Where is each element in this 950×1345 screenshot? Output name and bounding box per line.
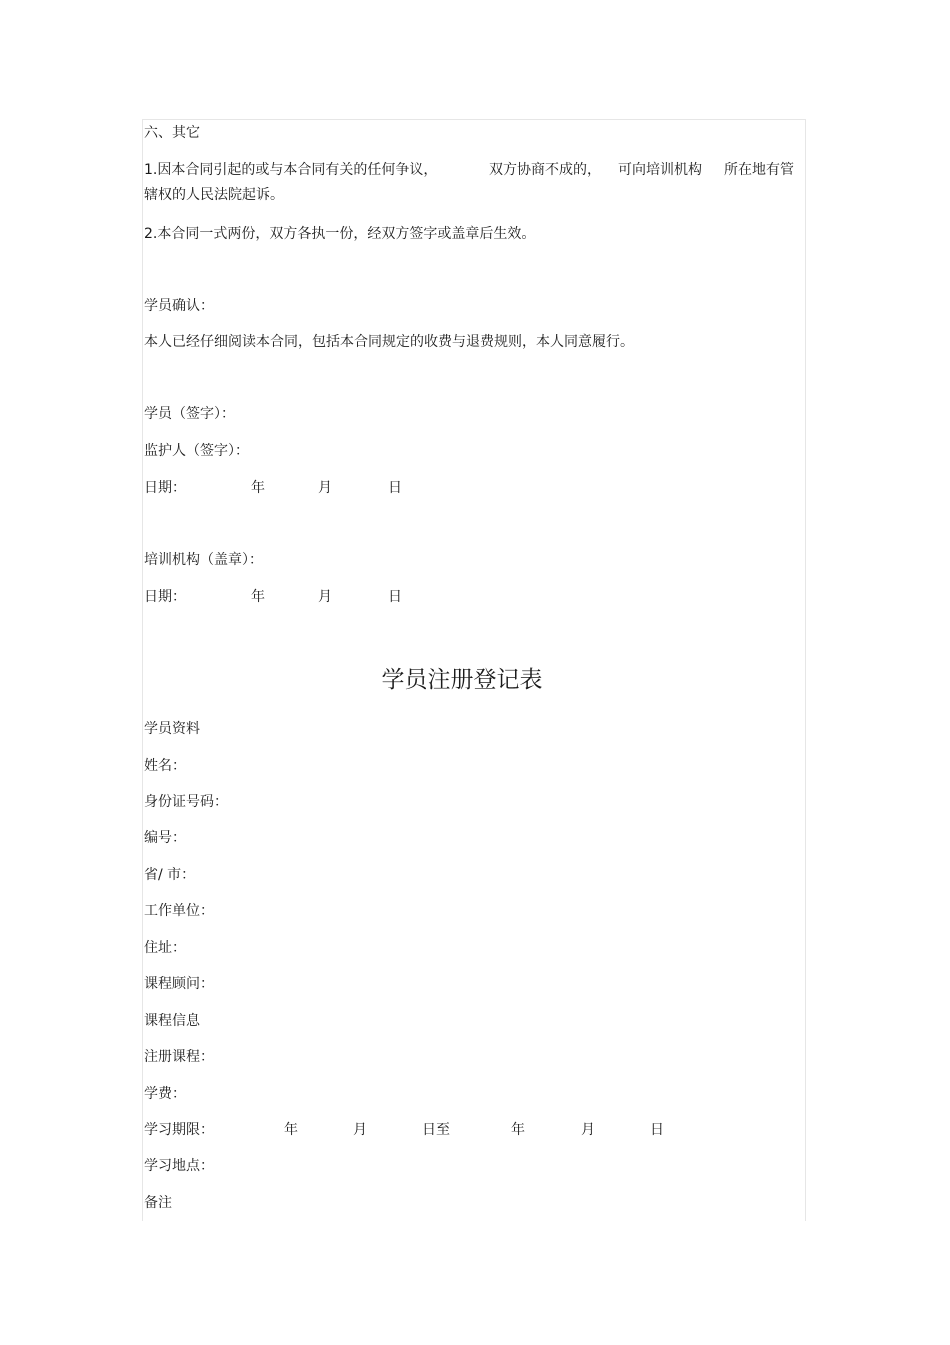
institution-seal-label: 培训机构（盖章）：	[144, 552, 263, 568]
clause1-line2: 辖权的人民法院起诉。	[144, 187, 284, 203]
study-period-day1-to: 日至	[422, 1122, 450, 1138]
address-field-label: 住址：	[144, 940, 186, 956]
id-number-field-label: 身份证号码：	[144, 794, 228, 810]
clause2: 2.本合同一式两份，双方各执一份，经双方签字或盖章后生效。	[144, 226, 536, 242]
student-confirm-text: 本人已经仔细阅读本合同，包括本合同规定的收费与退费规则，本人同意履行。	[144, 334, 634, 350]
date-label-2: 日期：	[144, 589, 186, 605]
course-advisor-field-label: 课程顾问：	[144, 976, 214, 992]
registration-title: 学员注册登记表	[381, 667, 543, 693]
clause1-part2: 双方协商不成的，	[489, 162, 601, 178]
date-month-2: 月	[318, 589, 332, 605]
registered-course-field-label: 注册课程：	[144, 1049, 214, 1065]
study-period-year2: 年	[511, 1122, 525, 1138]
study-period-day2: 日	[650, 1122, 664, 1138]
study-location-field-label: 学习地点：	[144, 1158, 214, 1174]
serial-number-field-label: 编号：	[144, 830, 186, 846]
study-period-label: 学习期限：	[144, 1122, 214, 1138]
student-sign-label: 学员（签字）：	[144, 406, 235, 422]
study-period-month2: 月	[581, 1122, 595, 1138]
province-city-field-label: 省/ 市：	[144, 867, 196, 883]
clause1-part1: 1.因本合同引起的或与本合同有关的任何争议，	[144, 162, 438, 178]
study-period-month1: 月	[353, 1122, 367, 1138]
date-year-2: 年	[251, 589, 265, 605]
course-info-heading: 课程信息	[144, 1013, 200, 1029]
clause1-part4: 所在地有管	[724, 162, 794, 178]
date-year-1: 年	[251, 480, 265, 496]
remarks-heading: 备注	[144, 1195, 172, 1211]
name-field-label: 姓名：	[144, 758, 186, 774]
date-label-1: 日期：	[144, 480, 186, 496]
tuition-field-label: 学费：	[144, 1086, 186, 1102]
date-day-1: 日	[388, 480, 402, 496]
study-period-year1: 年	[284, 1122, 298, 1138]
clause1-part3: 可向培训机构	[618, 162, 702, 178]
guardian-sign-label: 监护人（签字）：	[144, 443, 249, 459]
student-confirm-label: 学员确认：	[144, 298, 214, 314]
student-info-heading: 学员资料	[144, 721, 200, 737]
date-day-2: 日	[388, 589, 402, 605]
date-month-1: 月	[318, 480, 332, 496]
section-heading: 六、其它	[144, 125, 200, 141]
employer-field-label: 工作单位：	[144, 903, 214, 919]
